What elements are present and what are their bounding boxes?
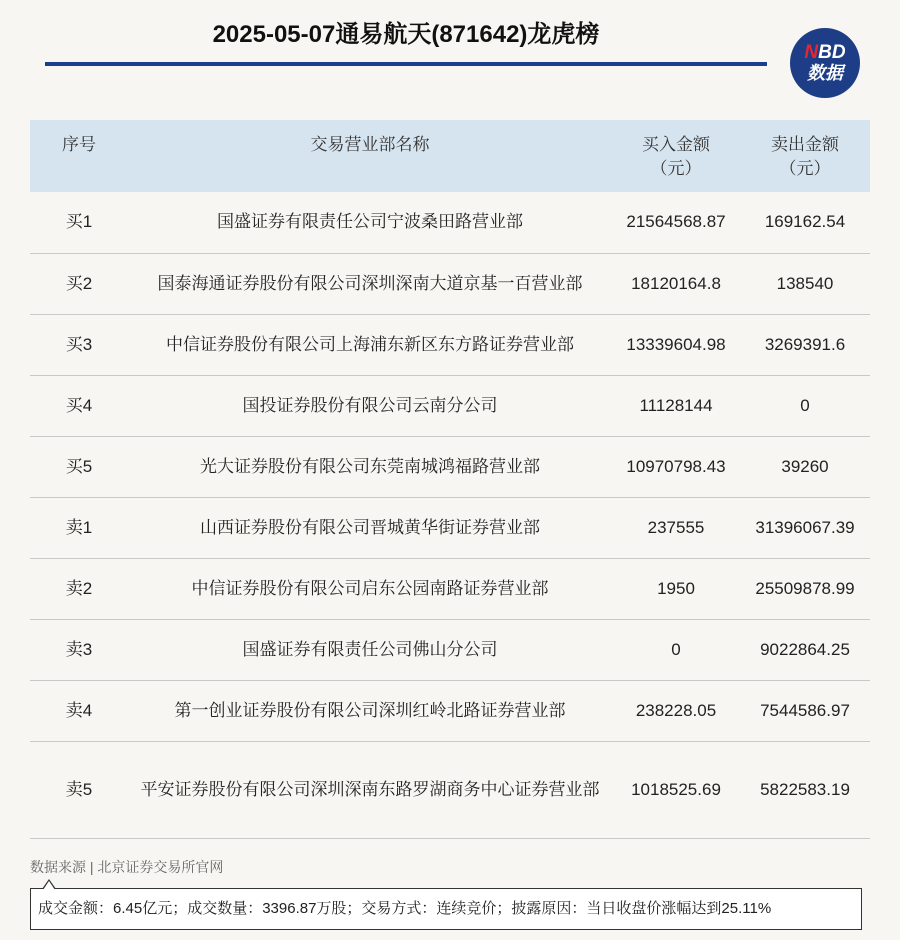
cell-buy: 10970798.43: [626, 456, 726, 476]
table-row: [30, 192, 870, 253]
cell-seq: 买3: [65, 334, 93, 354]
page-title: 2025-05-07通易航天(871642)龙虎榜: [212, 21, 600, 48]
logo-wordmark: [804, 43, 845, 62]
cell-buy: 238228.05: [635, 700, 717, 720]
dragon-tiger-table: [30, 120, 870, 839]
header-name: 交易营业部名称: [310, 135, 430, 154]
table-row: [30, 436, 870, 497]
cell-sell: 5822583.19: [760, 779, 850, 799]
cell-buy: 237555: [647, 517, 705, 537]
table-row: [30, 375, 870, 436]
cell-name: 光大证券股份有限公司东莞南城鸿福路营业部: [200, 456, 540, 476]
table-row: [30, 253, 870, 314]
cell-buy: 0: [671, 639, 681, 659]
table-row: [30, 558, 870, 619]
nbd-logo: [790, 28, 860, 98]
cell-buy: 21564568.87: [626, 212, 726, 232]
header-seq: 序号: [62, 135, 96, 154]
logo-subtitle: 数据: [807, 62, 843, 83]
cell-name: 第一创业证券股份有限公司深圳红岭北路证券营业部: [174, 700, 566, 720]
cell-sell: 3269391.6: [764, 334, 846, 354]
cell-sell: 9022864.25: [760, 639, 850, 659]
table-row: [30, 741, 870, 838]
trade-summary-box: 成交金额：6.45亿元；成交数量：3396.87万股；交易方式：连续竞价；披露原因：当日收盘价涨幅达到25.11%: [30, 888, 862, 930]
cell-name: 中信证券股份有限公司上海浦东新区东方路证券营业部: [166, 334, 574, 354]
header-buy: 买入金额 （元）: [642, 135, 710, 178]
table-header-row: [30, 120, 870, 192]
cell-seq: 卖1: [65, 517, 93, 537]
cell-name: 平安证券股份有限公司深圳深南东路罗湖商务中心证券营业部: [140, 779, 600, 799]
cell-seq: 买4: [65, 395, 93, 415]
cell-name: 国盛证券有限责任公司佛山分公司: [242, 639, 498, 659]
table-row: [30, 497, 870, 558]
cell-name: 国泰海通证券股份有限公司深圳深南大道京基一百营业部: [157, 273, 583, 293]
cell-sell: 31396067.39: [755, 517, 855, 537]
table-row: [30, 314, 870, 375]
cell-sell: 39260: [781, 456, 829, 476]
title-underline: [45, 62, 767, 66]
header-sell-unit: （元）: [779, 159, 831, 178]
cell-name: 山西证券股份有限公司晋城黄华街证券营业部: [200, 517, 540, 537]
cell-buy: 13339604.98: [626, 334, 726, 354]
cell-sell: 169162.54: [764, 212, 846, 232]
cell-seq: 卖2: [65, 578, 93, 598]
table-row: [30, 680, 870, 741]
cell-sell: 7544586.97: [760, 700, 850, 720]
cell-name: 国投证券股份有限公司云南分公司: [242, 395, 498, 415]
cell-buy: 1018525.69: [631, 779, 721, 799]
cell-seq: 卖4: [65, 700, 93, 720]
cell-sell: 0: [800, 395, 810, 415]
cell-seq: 买2: [65, 273, 93, 293]
cell-buy: 18120164.8: [631, 273, 721, 293]
cell-name: 国盛证券有限责任公司宁波桑田路营业部: [217, 212, 523, 232]
data-source-note: 数据来源 | 北京证券交易所官网: [30, 859, 224, 875]
cell-seq: 买1: [65, 212, 93, 232]
header-buy-unit: （元）: [650, 159, 702, 178]
cell-name: 中信证券股份有限公司启东公园南路证券营业部: [191, 578, 549, 598]
table-row: [30, 619, 870, 680]
cell-buy: 11128144: [639, 395, 713, 415]
logo-letter-n: N: [804, 41, 819, 63]
cell-seq: 卖3: [65, 639, 93, 659]
cell-sell: 25509878.99: [755, 578, 855, 598]
logo-letters-bd: BD: [818, 41, 846, 63]
cell-seq: 卖5: [65, 779, 93, 799]
cell-buy: 1950: [657, 578, 695, 598]
header-sell: 卖出金额 （元）: [771, 135, 839, 178]
cell-seq: 买5: [65, 456, 93, 476]
cell-sell: 138540: [776, 273, 834, 293]
